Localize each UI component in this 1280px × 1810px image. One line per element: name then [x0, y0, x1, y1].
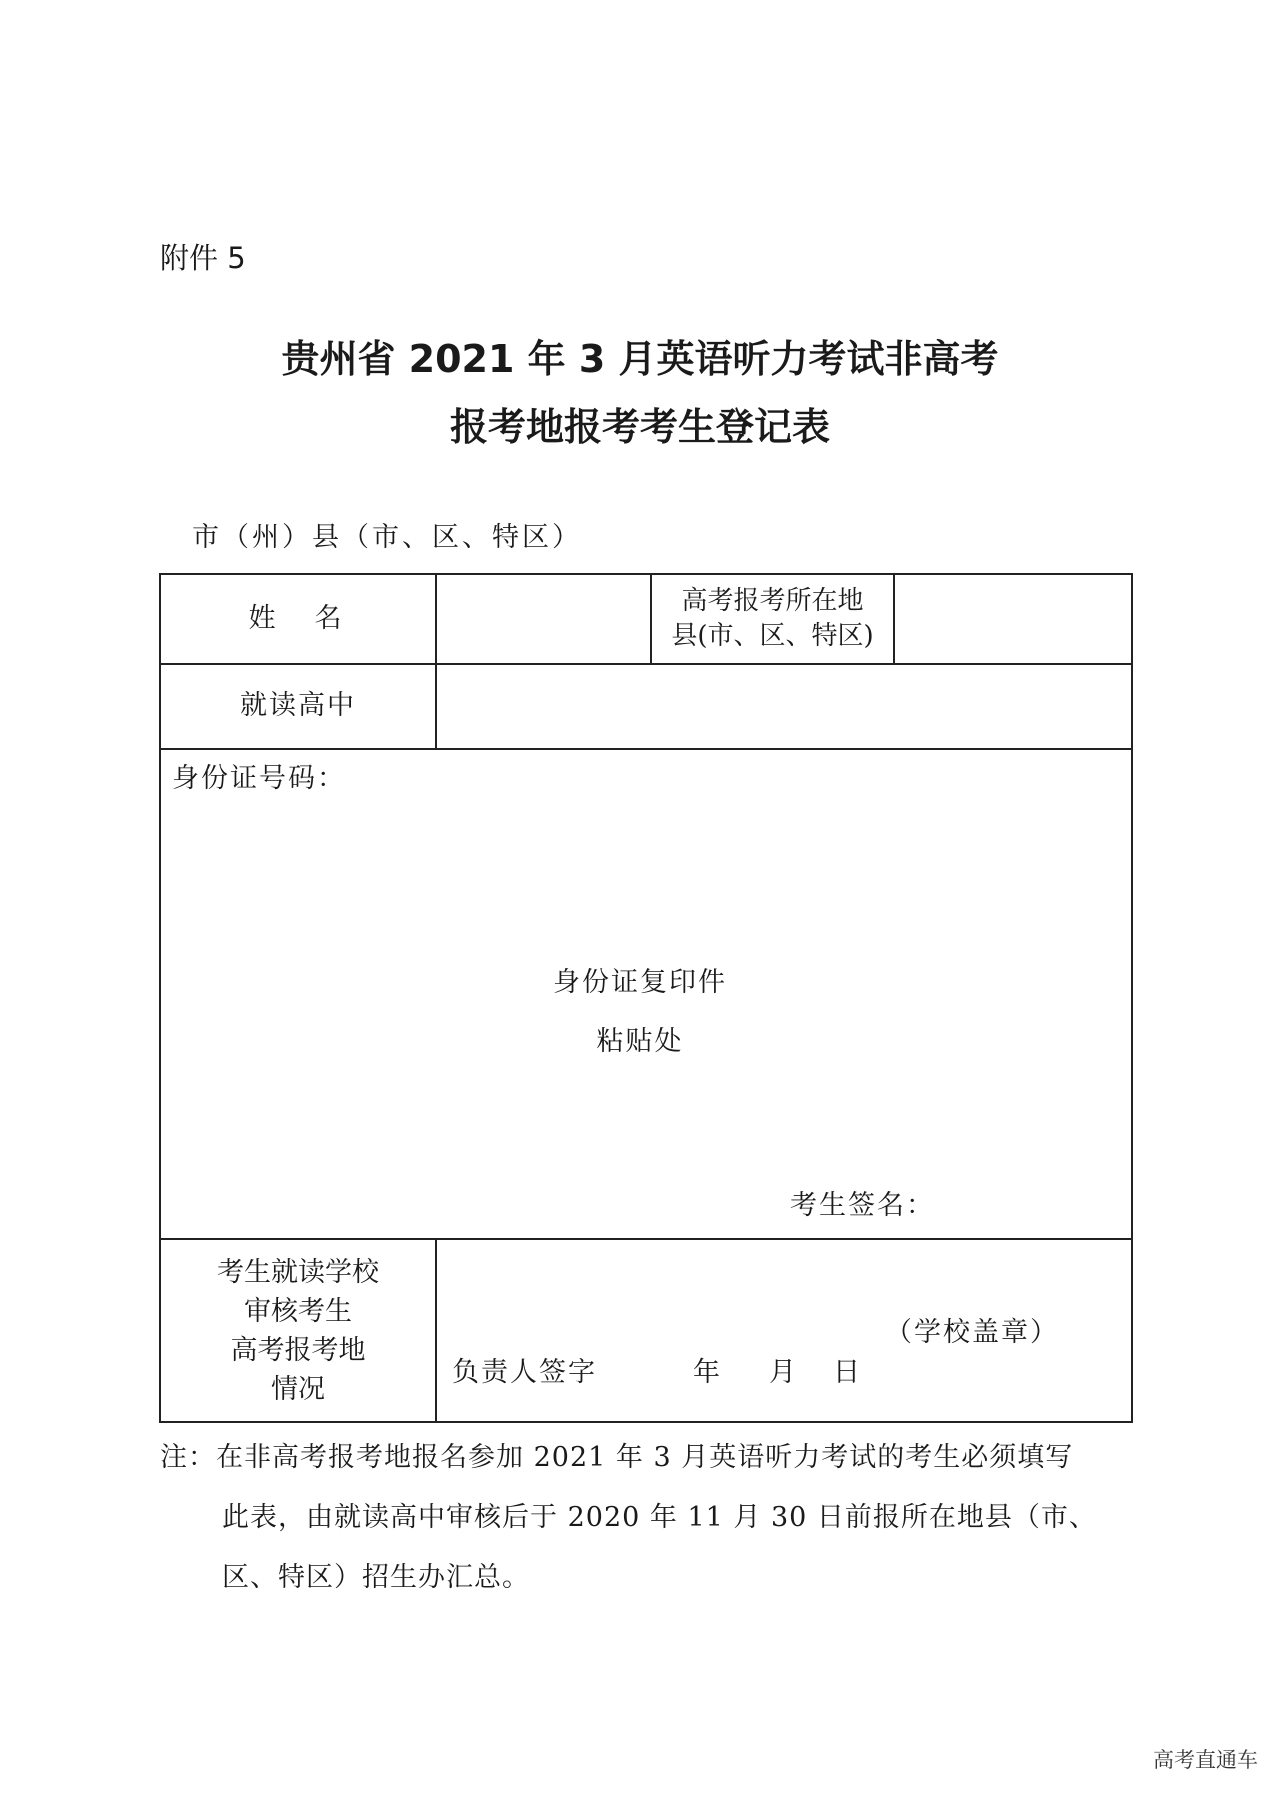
exam-county-label-line2: 县(市、区、特区) — [671, 621, 874, 651]
candidate-signature-label: 考生签名： — [790, 1190, 935, 1221]
note — [160, 1428, 1097, 1608]
watermark: 高考直通车 — [1153, 1748, 1258, 1772]
name-input[interactable] — [437, 575, 650, 663]
date-day-label: 日 — [833, 1357, 860, 1388]
review-label — [161, 1240, 435, 1421]
school-input[interactable] — [437, 665, 1131, 748]
responsible-signature-label: 负责人签字 — [452, 1357, 597, 1388]
title-line-1: 贵州省 2021 年 3 月英语听力考试非高考 — [281, 337, 999, 381]
id-copy-label-line2: 粘贴处 — [596, 1026, 684, 1057]
table-border-bottom — [159, 1421, 1133, 1423]
note-line-2: 此表，由就读高中审核后于 2020 年 11 月 30 日前报所在地县（市、 — [222, 1502, 1097, 1533]
id-number-label: 身份证号码： — [172, 763, 346, 794]
note-line-3: 区、特区）招生办汇总。 — [222, 1562, 530, 1593]
region-line: 市（州）县（市、区、特区） — [192, 522, 582, 553]
table-col-rule-b — [435, 1238, 437, 1423]
name-label: 姓 名 — [248, 602, 348, 634]
attachment-label: 附件 5 — [160, 241, 246, 275]
date-year-label: 年 — [693, 1357, 720, 1388]
note-line-1: 注：在非高考报考地报名参加 2021 年 3 月英语听力考试的考生必须填写 — [160, 1442, 1074, 1473]
title-line-2: 报考地报考考生登记表 — [449, 405, 830, 449]
school-label: 就读高中 — [240, 690, 356, 722]
date-month-label: 月 — [769, 1357, 796, 1388]
exam-county-input[interactable] — [895, 575, 1131, 663]
id-copy-label-line1: 身份证复印件 — [553, 967, 727, 998]
review-label-line: 高考报考地 — [230, 1334, 366, 1366]
review-label-line: 考生就读学校 — [217, 1256, 379, 1288]
school-seal-label: （学校盖章） — [885, 1317, 1059, 1348]
review-label-line: 审核考生 — [244, 1295, 352, 1327]
exam-county-label-line1: 高考报考所在地 — [681, 585, 864, 616]
exam-county-label — [652, 575, 893, 663]
review-label-line: 情况 — [271, 1373, 325, 1405]
